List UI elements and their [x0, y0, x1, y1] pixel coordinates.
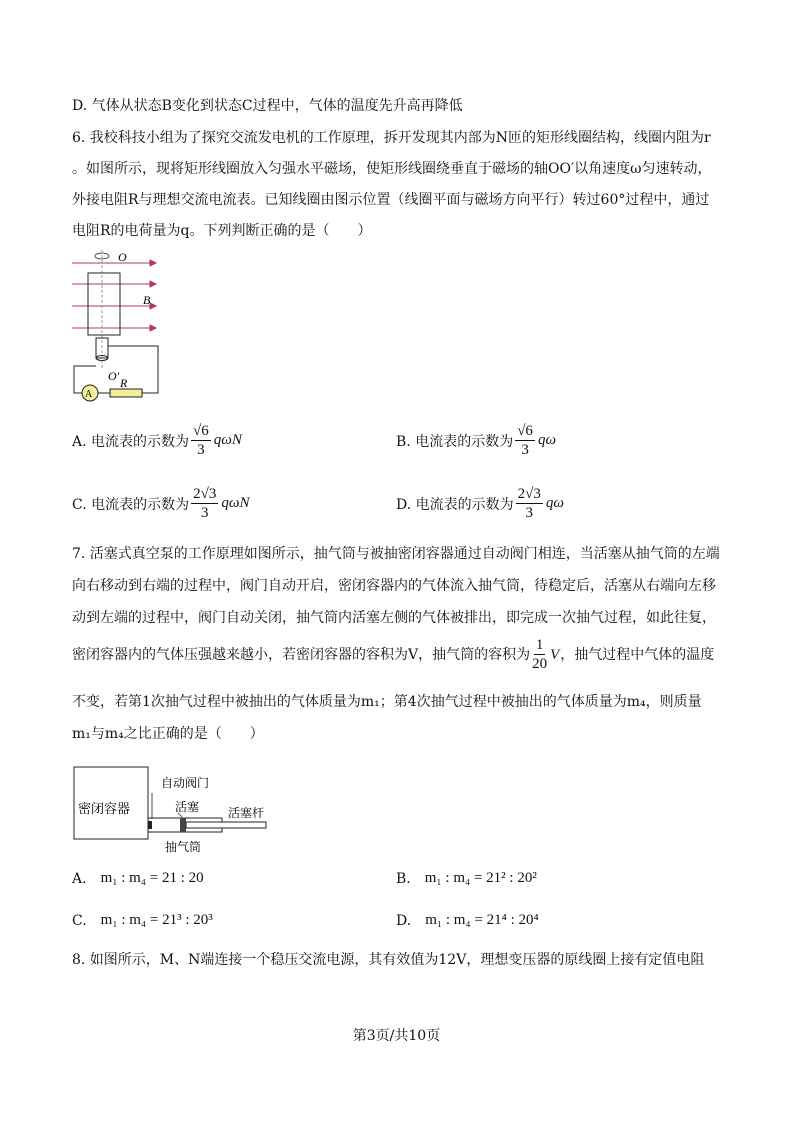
option-b-prefix: B. 电流表的示数为 — [396, 433, 514, 450]
q6-generator-figure — [70, 248, 170, 406]
option-b-tail: qω — [537, 432, 557, 448]
q7-option-b[interactable] — [396, 870, 537, 887]
option-c-tail: qωN — [221, 495, 250, 511]
label-o: O — [118, 250, 127, 264]
option-c-prefix: C. 电流表的示数为 — [72, 496, 190, 513]
q7-option-d[interactable] — [396, 912, 539, 929]
option-c-fraction: $\frac{2√3}{3}$ — [193, 486, 217, 521]
q7-line-1: 7. 活塞式真空泵的工作原理如图所示，抽气筒与被抽密闭容器通过自动阀门相连，当活塞从抽气筒的左端 — [72, 546, 720, 562]
piston — [180, 818, 186, 832]
q7-line-4 — [72, 636, 714, 673]
option-b-label: B. — [396, 870, 411, 887]
option-b-fraction: $\frac{√6}{3}$ — [517, 423, 533, 458]
q8-line-1: 8. 如图所示，M、N端连接一个稳压交流电源，其有效值为12V，理想变压器的原线圈上接有定值电阻 — [72, 952, 705, 968]
label-rod: 活塞杆 — [228, 806, 265, 820]
option-a-expression: m₁ : m₄ = 21 : 20 — [100, 870, 204, 886]
option-a-label: A. — [72, 870, 87, 887]
label-piston: 活塞 — [175, 800, 200, 814]
resistor-r — [110, 389, 142, 397]
q7-line-4a: 密闭容器内的气体压强越来越小，若密闭容器的容积为V，抽气筒的容积为 — [72, 646, 531, 663]
option-b-expression: m₁ : m₄ = 21² : 20² — [424, 870, 537, 886]
option-d-expression: m₁ : m₄ = 21⁴ : 20⁴ — [425, 912, 539, 928]
q6-line-3: 外接电阻R与理想交流电流表。已知线圈由图示位置（线圈平面与磁场方向平行）转过60°过程中，通过 — [72, 192, 710, 208]
q6-line-1: 6. 我校科技小组为了探究交流发电机的工作原理，拆开发现其内部为N匝的矩形线圈结构，线圈内阻为r — [72, 130, 711, 146]
option-c-label: C. — [72, 912, 87, 929]
label-container: 密闭容器 — [78, 801, 131, 816]
q7-line-5: 不变，若第1次抽气过程中被抽出的气体质量为m₁；第4次抽气过程中被抽出的气体质量为m₄，则质量 — [72, 694, 702, 710]
option-a-prefix: A. 电流表的示数为 — [72, 433, 190, 450]
q6-line-4: 电阻R的电荷量为q。下列判断正确的是（ ） — [72, 223, 372, 239]
q7-volume-var: V — [550, 646, 560, 663]
label-cylinder: 抽气筒 — [165, 840, 202, 854]
q6-option-d[interactable] — [396, 485, 565, 522]
option-d-label: D. — [396, 912, 412, 929]
page-number-footer: 第3页/共10页 — [352, 1028, 441, 1044]
q6-option-b[interactable] — [396, 422, 557, 459]
piston-rod — [186, 822, 266, 828]
label-valve: 自动阀门 — [161, 776, 210, 790]
option-d-fraction: $\frac{2√3}{3}$ — [517, 486, 541, 521]
option-a-tail: qωN — [213, 432, 242, 448]
label-b: B — [143, 293, 151, 307]
q7-volume-fraction: $\frac{1}{20}$ — [532, 637, 548, 672]
label-a: A — [85, 389, 93, 400]
option-c-expression: m₁ : m₄ = 21³ : 20³ — [100, 912, 213, 928]
q6-option-c[interactable] — [72, 485, 250, 522]
q5-option-d[interactable]: D. 气体从状态B变化到状态C过程中，气体的温度先升高再降低 — [72, 98, 463, 114]
q7-option-c[interactable] — [72, 912, 213, 929]
q7-line-3: 动到左端的过程中，阀门自动关闭，抽气筒内活塞左侧的气体被排出，即完成一次抽气过程，如此往复， — [72, 610, 716, 626]
rectangular-coil — [88, 273, 120, 335]
q7-vacuum-pump-figure — [72, 765, 272, 857]
q6-option-a[interactable] — [72, 422, 243, 459]
label-o-prime: O′ — [108, 369, 120, 383]
label-r: R — [120, 376, 128, 390]
q6-line-2: 。如图所示，现将矩形线圈放入匀强水平磁场，使矩形线圈绕垂直于磁场的轴OO′以角速度ω匀速转动， — [72, 161, 712, 177]
option-d-prefix: D. 电流表的示数为 — [396, 496, 514, 513]
option-a-fraction: $\frac{√6}{3}$ — [193, 423, 209, 458]
option-d-tail: qω — [545, 495, 564, 511]
automatic-valve — [148, 821, 152, 829]
q7-line-6: m₁与m₄之比正确的是（ ） — [72, 726, 264, 742]
q7-line-4b: ，抽气过程中气体的温度 — [560, 646, 715, 663]
q7-option-a[interactable] — [72, 870, 204, 887]
q7-line-2: 向右移动到右端的过程中，阀门自动开启，密闭容器内的气体流入抽气筒，待稳定后，活塞从右端向左移 — [72, 578, 716, 594]
